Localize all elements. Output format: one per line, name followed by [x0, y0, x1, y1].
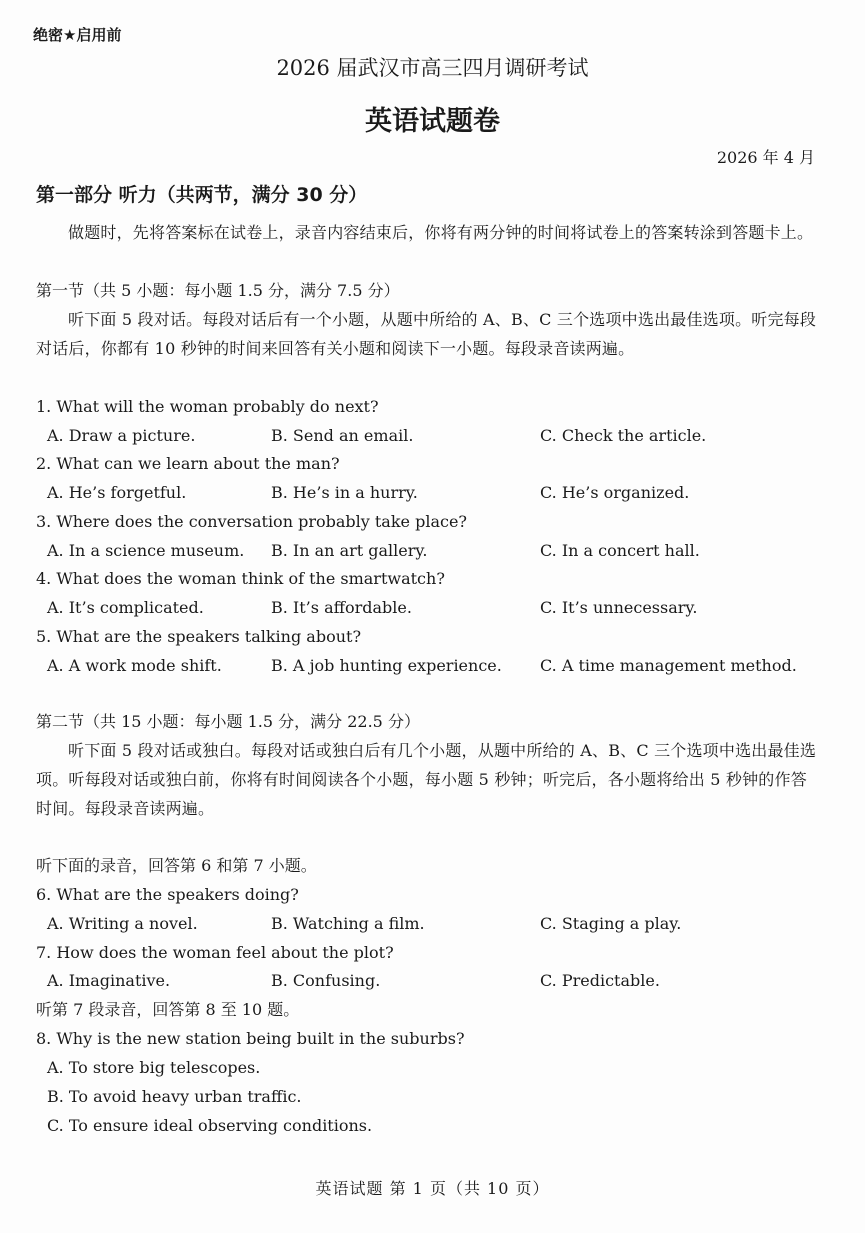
cue-8-10: 听第 7 段录音，回答第 8 至 10 题。 — [36, 1000, 300, 1019]
exam-title: 2026 届武汉市高三四月调研考试 — [276, 56, 589, 80]
q1-option-b: B. Send an email. — [271, 426, 414, 445]
q3-option-a: A. In a science museum. — [47, 541, 245, 560]
section2-title: 第二节（共 15 小题：每小题 1.5 分，满分 22.5 分） — [36, 712, 420, 731]
q4-option-b: B. It’s affordable. — [271, 598, 412, 617]
paper-title: 英语试题卷 — [365, 106, 500, 137]
question-4: 4. What does the woman think of the smartwatch? — [36, 569, 445, 588]
question-3: 3. Where does the conversation probably take place? — [36, 512, 467, 531]
q4-option-c: C. It’s unnecessary. — [540, 598, 698, 617]
q6-option-c: C. Staging a play. — [540, 914, 682, 933]
q2-option-b: B. He’s in a hurry. — [271, 483, 418, 502]
q6-option-b: B. Watching a film. — [271, 914, 425, 933]
question-6: 6. What are the speakers doing? — [36, 885, 299, 904]
q7-option-b: B. Confusing. — [271, 971, 381, 990]
q8-option-c: C. To ensure ideal observing conditions. — [47, 1116, 373, 1135]
q8-option-a: A. To store big telescopes. — [47, 1058, 261, 1077]
section1-instructions: 听下面 5 段对话。每段对话后有一个小题，从题中所给的 A、B、C 三个选项中选出最佳选项。听完每段对话后，你都有 10 秒钟的时间来回答有关小题和阅读下一小题。每段录音读两遍。 — [36, 310, 817, 358]
section1-title: 第一节（共 5 小题：每小题 1.5 分，满分 7.5 分） — [36, 281, 400, 300]
q7-option-c: C. Predictable. — [540, 971, 660, 990]
cue-6-7: 听下面的录音，回答第 6 和第 7 小题。 — [36, 856, 317, 875]
question-5: 5. What are the speakers talking about? — [36, 627, 362, 646]
q3-option-c: C. In a concert hall. — [540, 541, 700, 560]
q5-option-b: B. A job hunting experience. — [271, 656, 502, 675]
q2-option-a: A. He’s forgetful. — [47, 483, 187, 502]
q1-option-a: A. Draw a picture. — [47, 426, 196, 445]
question-1: 1. What will the woman probably do next? — [36, 397, 379, 416]
section2-instructions: 听下面 5 段对话或独白。每段对话或独白后有几个小题，从题中所给的 A、B、C 三个选项中选出最佳选项。听每段对话或独白前，你将有时间阅读各个小题，每小题 5 秒钟；听完后，各小题将给出 5 秒钟的作答时间。每段录音读两遍。 — [36, 741, 817, 818]
page-footer: 英语试题 第 1 页（共 10 页） — [315, 1179, 550, 1198]
part1-intro: 做题时，先将答案标在试卷上，录音内容结束后，你将有两分钟的时间将试卷上的答案转涂到答题卡上。 — [68, 223, 814, 242]
q5-option-a: A. A work mode shift. — [47, 656, 222, 675]
q5-option-c: C. A time management method. — [540, 656, 797, 675]
question-7: 7. How does the woman feel about the plot? — [36, 943, 394, 962]
q6-option-a: A. Writing a novel. — [47, 914, 198, 933]
exam-date: 2026 年 4 月 — [716, 148, 815, 167]
question-2: 2. What can we learn about the man? — [36, 454, 340, 473]
confidential-label: 绝密★启用前 — [33, 26, 122, 44]
question-8: 8. Why is the new station being built in the suburbs? — [36, 1029, 465, 1048]
q8-option-b: B. To avoid heavy urban traffic. — [47, 1087, 302, 1106]
q4-option-a: A. It’s complicated. — [47, 598, 204, 617]
part1-heading: 第一部分 听力（共两节，满分 30 分） — [36, 184, 368, 206]
q2-option-c: C. He’s organized. — [540, 483, 690, 502]
q7-option-a: A. Imaginative. — [47, 971, 171, 990]
q1-option-c: C. Check the article. — [540, 426, 707, 445]
q3-option-b: B. In an art gallery. — [271, 541, 428, 560]
